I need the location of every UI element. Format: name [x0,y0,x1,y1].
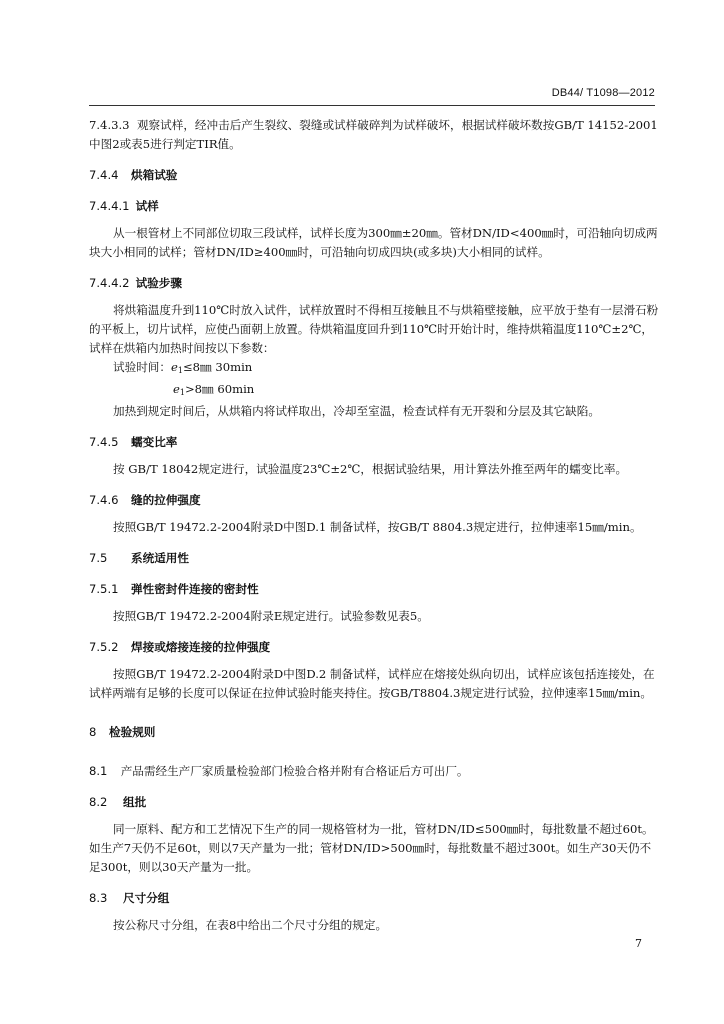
heading-8-3 [89,889,659,908]
param-condition: >8㎜ [184,382,214,396]
heading-7-4-4-2 [89,274,659,293]
heading-number: 7.4.4 [89,168,119,182]
page-number: 7 [635,937,642,950]
heading-number: 7.4.4.2 [89,276,130,290]
heading-title: 缝的拉伸强度 [131,493,201,507]
heading-7-5 [89,549,659,568]
heading-title: 焊接或熔接连接的拉伸强度 [131,640,271,654]
param-time: 30min [215,360,253,374]
param-label: 试验时间： [113,360,171,374]
heading-title: 组批 [123,795,147,809]
heading-7-4-5 [89,433,659,452]
page-body [89,116,659,935]
paragraph-after-heating: 加热到规定时间后，从烘箱内将试样取出，冷却至室温，检查试样有无开裂和分层及其它缺陷。 [113,404,600,418]
heading-number: 8.2 [89,795,108,809]
param-time: 60min [217,382,255,396]
paragraph-sample-prep: 从一根管材上不同部位切取三段试样，试样长度为300㎜±20㎜。管材DN/ID<400㎜时，可沿轴向切成两块大小相同的试样；管材DN/ID≥400㎜时，可沿轴向切成四块(或多块)大小相同的试样。 [89,226,658,259]
heading-title: 系统适用性 [131,551,189,565]
clause-text: 产品需经生产厂家质量检验部门检验合格并附有合格证后方可出厂。 [120,764,469,778]
standard-number-header: DB44/ T1098—2012 [551,87,655,99]
heading-7-4-4 [89,166,659,185]
paragraph-seal-test: 按照GB/T 19472.2-2004附录E规定进行。试验参数见表5。 [113,609,429,623]
heading-number: 7.4.5 [89,435,119,449]
heading-title: 尺寸分组 [123,891,170,905]
heading-7-4-6 [89,491,659,510]
param-row-2 [89,380,659,402]
param-condition: ≤8㎜ [182,360,212,374]
clause-8-1 [89,762,659,781]
heading-title: 蠕变比率 [131,435,178,449]
clause-number: 7.4.3.3 [89,118,130,132]
paragraph-seam-tensile: 按照GB/T 19472.2-2004附录D中图D.1 制备试样，按GB/T 8804.3规定进行，拉伸速率15㎜/min。 [113,520,642,534]
heading-8-2 [89,793,659,812]
paragraph-test-steps: 将烘箱温度升到110℃时放入试件，试样放置时不得相互接触且不与烘箱壁接触，应平放于垫有一层滑石粉的平板上，切片试样，应使凸面朝上放置。待烘箱温度回升到110℃时开始计时，维持烘箱温度110℃±2℃，试样在烘箱内加热时间按以下参数： [89,303,659,355]
header-rule [89,105,655,106]
heading-7-4-4-1 [89,197,659,216]
thickness-symbol: $e_1$ [170,360,183,375]
heading-title: 弹性密封件连接的密封性 [131,582,259,596]
clause-text: 观察试样，经冲击后产生裂纹、裂缝或试样破碎判为试样破坏，根据试样破坏数按GB/T 14152-2001中图2或表5进行判定TIR值。 [89,118,658,151]
heading-number: 7.4.4.1 [89,199,130,213]
clause-number: 8.1 [89,764,108,778]
heading-number: 7.5.2 [89,640,119,654]
heading-number: 8.3 [89,891,108,905]
heading-7-5-1 [89,580,659,599]
param-row-1 [89,358,659,380]
thickness-symbol: $e_1$ [173,382,185,397]
paragraph-size-groups: 按公称尺寸分组，在表8中给出二个尺寸分组的规定。 [113,918,388,932]
heading-number: 7.5 [89,551,108,565]
heading-title: 检验规则 [109,725,156,739]
heading-7-5-2 [89,638,659,657]
paragraph-creep-ratio: 按 GB/T 18042规定进行，试验温度23℃±2℃，根据试验结果，用计算法外推至两年的蠕变比率。 [113,462,628,476]
heading-title: 试验步骤 [135,276,182,290]
heading-8 [89,723,659,742]
heading-number: 7.5.1 [89,582,119,596]
heading-number: 7.4.6 [89,493,119,507]
paragraph-batching: 同一原料、配方和工艺情况下生产的同一规格管材为一批，管材DN/ID≤500㎜时，每批数量不超过60t。如生产7天仍不足60t，则以7天产量为一批；管材DN/ID>500㎜时，每批数量不超过300t。如生产30天仍不足300t，则以30天产量为一批。 [89,822,654,874]
heading-title: 试样 [135,199,159,213]
heading-title: 烘箱试验 [131,168,178,182]
heading-number: 8 [89,725,97,739]
clause-7-4-3-3 [89,116,659,154]
paragraph-weld-tensile: 按照GB/T 19472.2-2004附录D中图D.2 制备试样，试样应在熔接处纵向切出，试样应该包括连接处，在试样两端有足够的长度可以保证在拉伸试验时能夹持住。按GB/T8804.3规定进行试验，拉伸速率15㎜/min。 [89,667,655,700]
